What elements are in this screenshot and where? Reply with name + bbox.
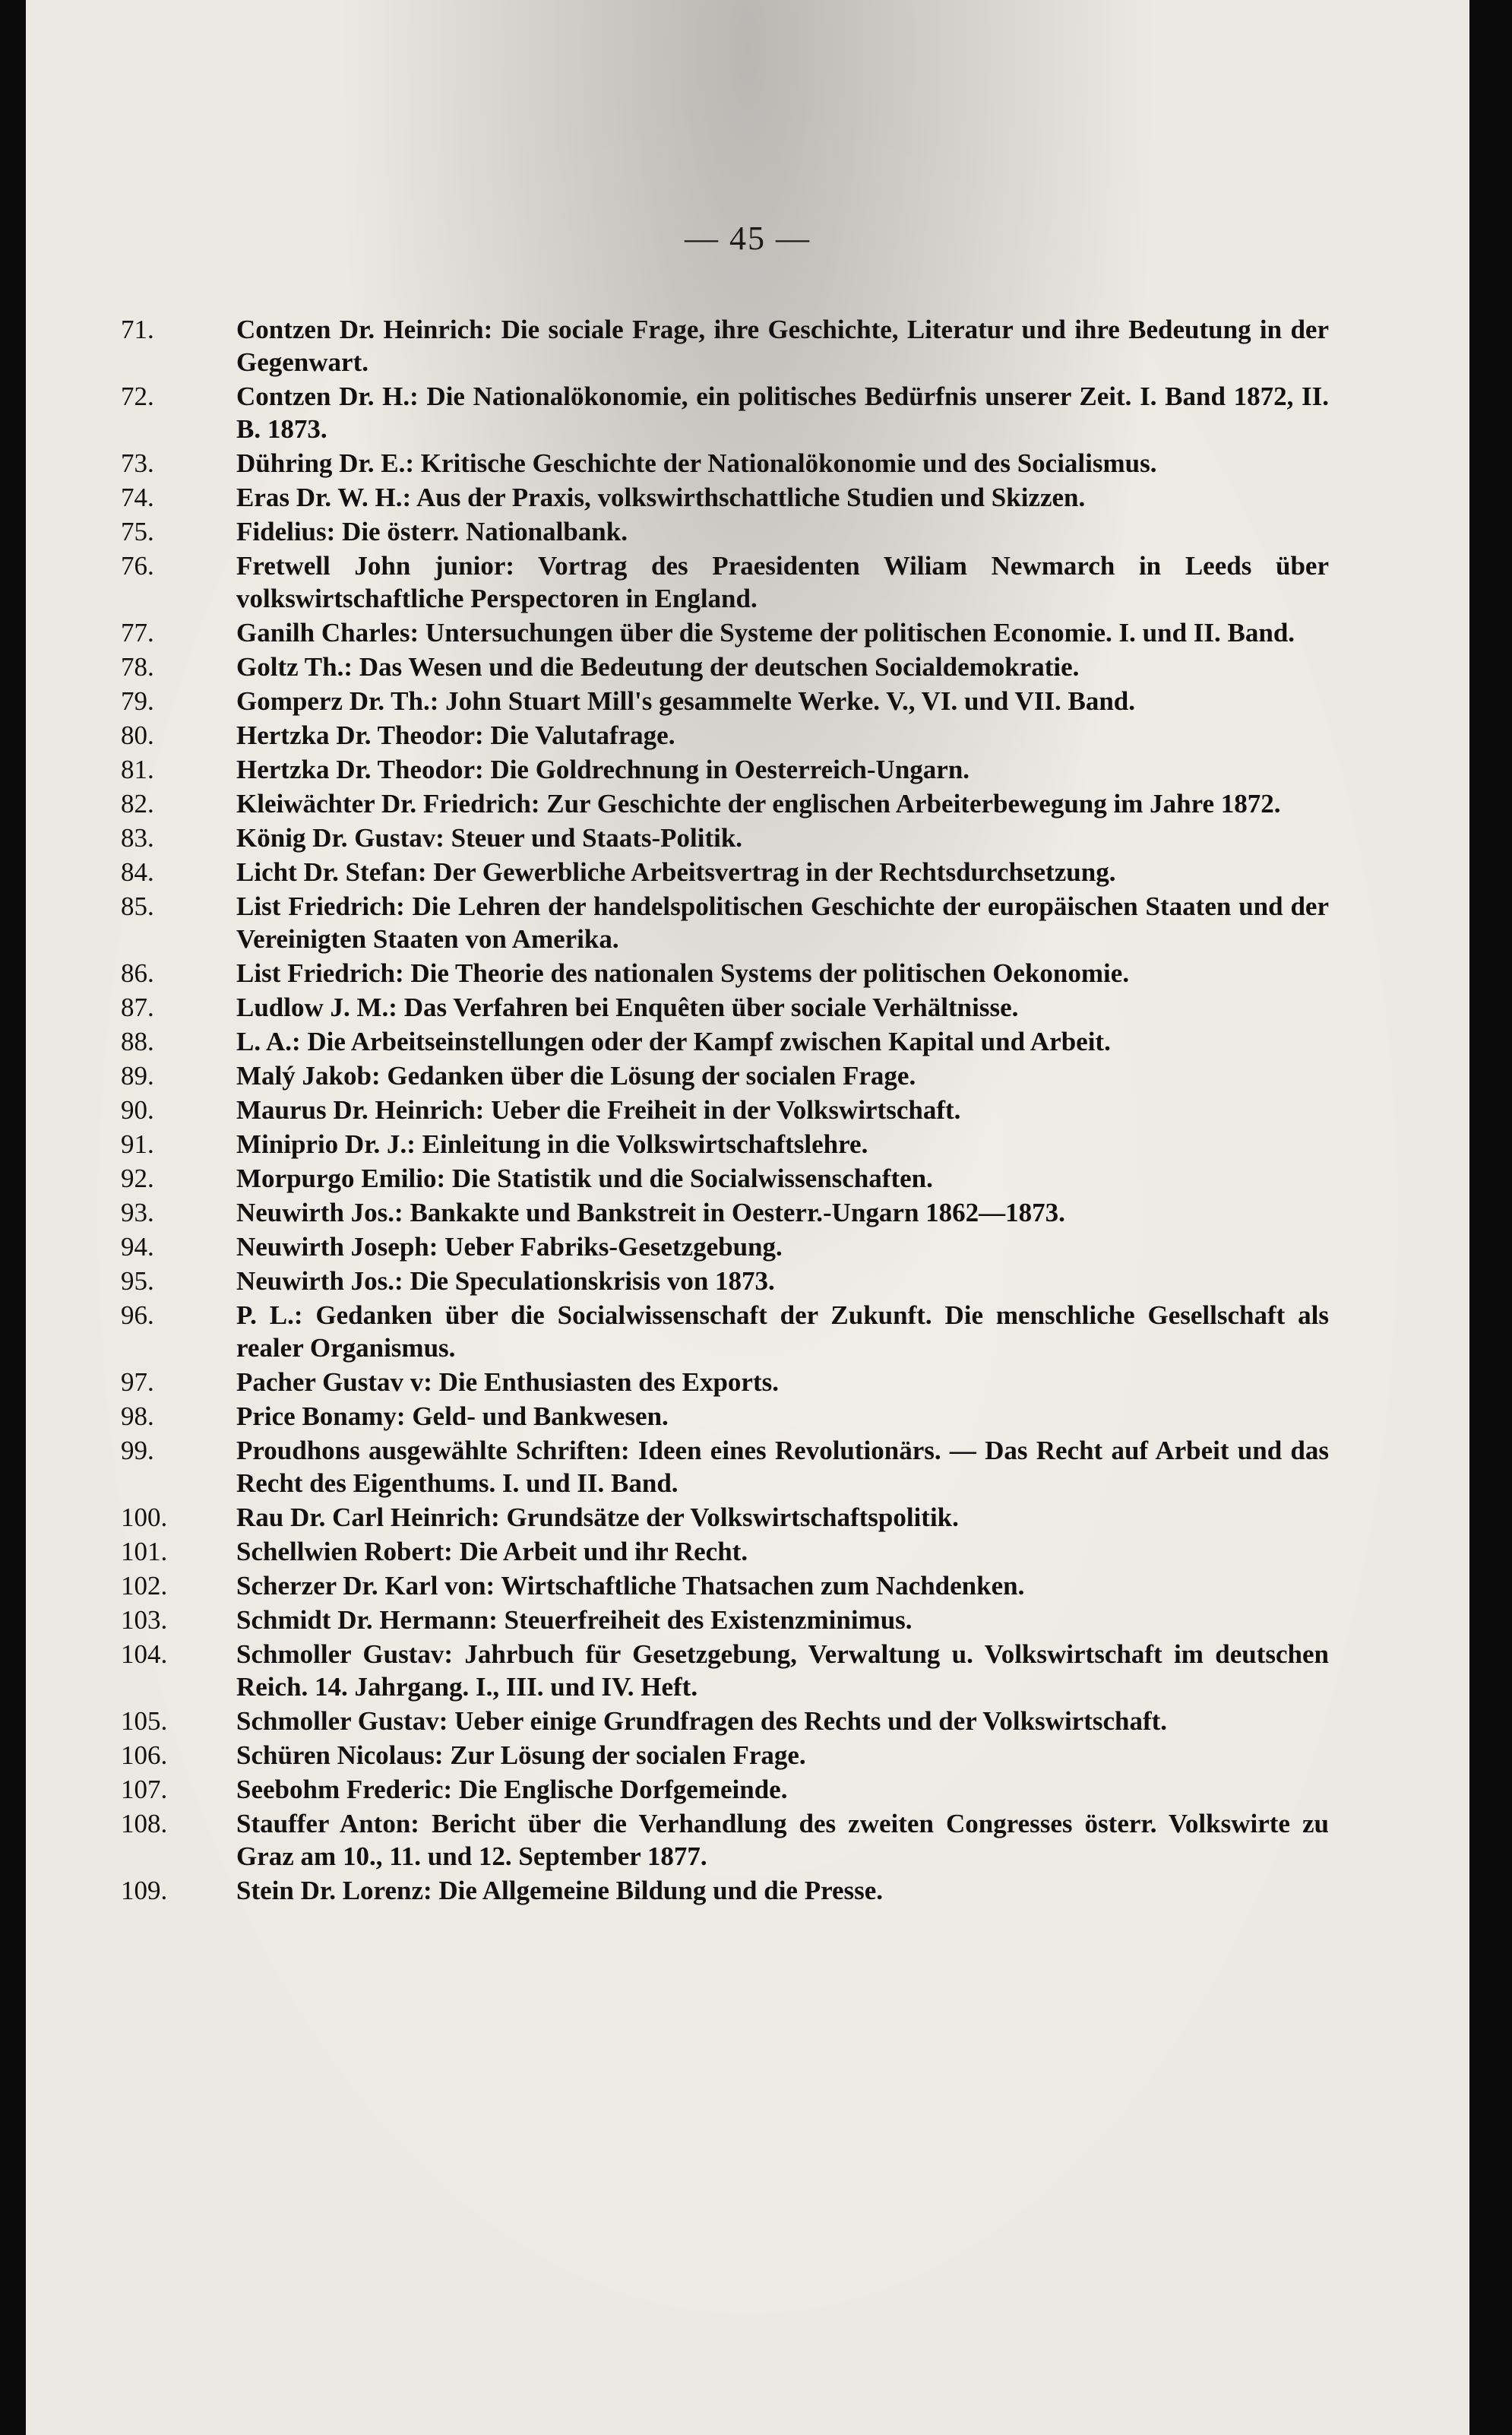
entry-text: Morpurgo Emilio: Die Statistik und die Socialwissenschaften. — [236, 1164, 933, 1193]
entry-number: 86. — [121, 958, 154, 988]
entry-text: Hertzka Dr. Theodor: Die Goldrechnung in Oesterreich-Ungarn. — [236, 755, 970, 784]
entry-number: 74. — [121, 483, 154, 512]
entry-text: Gomperz Dr. Th.: John Stuart Mill's gesammelte Werke. V., VI. und VII. Band. — [236, 686, 1136, 716]
entry-text: Maurus Dr. Heinrich: Ueber die Freiheit in der Volkswirtschaft. — [236, 1095, 961, 1125]
entry-number: 82. — [121, 789, 154, 819]
list-item — [121, 1604, 1329, 1636]
list-item — [121, 651, 1329, 683]
entry-number: 93. — [121, 1198, 154, 1227]
list-item — [121, 856, 1329, 888]
entry-number: 79. — [121, 686, 154, 716]
entry-text: Licht Dr. Stefan: Der Gewerbliche Arbeitsvertrag in der Rechtsdurchsetzung. — [236, 857, 1116, 887]
list-item — [121, 957, 1329, 990]
list-item — [121, 753, 1329, 786]
entry-number: 94. — [121, 1232, 154, 1262]
list-item — [121, 447, 1329, 480]
list-item — [121, 313, 1329, 378]
entry-text: Dühring Dr. E.: Kritische Geschichte der Nationalökonomie und des Socialismus. — [236, 448, 1157, 478]
entry-number: 72. — [121, 382, 154, 411]
list-item — [121, 1230, 1329, 1263]
list-item — [121, 1569, 1329, 1602]
entry-text: Neuwirth Jos.: Die Speculationskrisis von 1873. — [236, 1266, 775, 1296]
entry-text: Schmoller Gustav: Jahrbuch für Gesetzgebung, Verwaltung u. Volkswirtschaft im deutschen Reich. 14. Jahrgang. I., III. und IV. Heft. — [236, 1639, 1329, 1702]
entry-number: 78. — [121, 652, 154, 682]
entry-number: 71. — [121, 315, 154, 344]
entry-number: 101. — [121, 1537, 168, 1566]
entry-number: 75. — [121, 517, 154, 546]
list-item — [121, 1638, 1329, 1703]
entry-number: 106. — [121, 1740, 168, 1770]
entry-text: Price Bonamy: Geld- und Bankwesen. — [236, 1401, 669, 1431]
list-item — [121, 1128, 1329, 1161]
entry-text: Fidelius: Die österr. Nationalbank. — [236, 517, 628, 546]
entry-text: Goltz Th.: Das Wesen und die Bedeutung der deutschen Socialdemokratie. — [236, 652, 1080, 682]
entry-number: 77. — [121, 618, 154, 648]
entry-number: 92. — [121, 1164, 154, 1193]
entry-text: Fretwell John junior: Vortrag des Praesidenten Wiliam Newmarch in Leeds über volkswirtschaftliche Perspectoren in England. — [236, 551, 1329, 613]
entry-text: List Friedrich: Die Lehren der handelspolitischen Geschichte der europäischen Staaten und der Vereinigten Staaten von Amerika. — [236, 891, 1329, 954]
entry-text: L. A.: Die Arbeitseinstellungen oder der Kampf zwischen Kapital und Arbeit. — [236, 1027, 1111, 1056]
entry-number: 95. — [121, 1266, 154, 1296]
bibliography-list — [121, 313, 1329, 1908]
list-item — [121, 616, 1329, 649]
list-item — [121, 1162, 1329, 1195]
list-item — [121, 822, 1329, 854]
list-item — [121, 1196, 1329, 1229]
list-item — [121, 1434, 1329, 1499]
entry-text: Ganilh Charles: Untersuchungen über die Systeme der politischen Economie. I. und II. Band. — [236, 618, 1295, 648]
entry-number: 108. — [121, 1809, 168, 1838]
list-item — [121, 1059, 1329, 1092]
entry-text: Rau Dr. Carl Heinrich: Grundsätze der Volkswirtschaftspolitik. — [236, 1502, 959, 1532]
entry-number: 96. — [121, 1300, 154, 1330]
list-item — [121, 1874, 1329, 1907]
entry-number: 84. — [121, 857, 154, 887]
entry-number: 73. — [121, 448, 154, 478]
entry-number: 90. — [121, 1095, 154, 1125]
list-item — [121, 787, 1329, 820]
list-item — [121, 991, 1329, 1024]
entry-number: 103. — [121, 1605, 168, 1635]
list-item — [121, 685, 1329, 717]
list-item — [121, 719, 1329, 752]
entry-number: 81. — [121, 755, 154, 784]
entry-text: Malý Jakob: Gedanken über die Lösung der socialen Frage. — [236, 1061, 916, 1091]
entry-number: 104. — [121, 1639, 168, 1669]
entry-text: List Friedrich: Die Theorie des nationalen Systems der politischen Oekonomie. — [236, 958, 1130, 988]
entry-text: Miniprio Dr. J.: Einleitung in die Volkswirtschaftslehre. — [236, 1129, 868, 1159]
entry-number: 83. — [121, 823, 154, 853]
entry-number: 76. — [121, 551, 154, 581]
entry-text: Neuwirth Joseph: Ueber Fabriks-Gesetzgebung. — [236, 1232, 783, 1262]
entry-text: Schmidt Dr. Hermann: Steuerfreiheit des Existenzminimus. — [236, 1605, 913, 1635]
list-item — [121, 1501, 1329, 1534]
list-item — [121, 1400, 1329, 1433]
list-item — [121, 1739, 1329, 1772]
entry-text: Kleiwächter Dr. Friedrich: Zur Geschichte der englischen Arbeiterbewegung im Jahre 1872. — [236, 789, 1281, 819]
entry-text: Hertzka Dr. Theodor: Die Valutafrage. — [236, 720, 675, 750]
entry-number: 109. — [121, 1876, 168, 1905]
entry-text: Neuwirth Jos.: Bankakte und Bankstreit in Oesterr.-Ungarn 1862—1873. — [236, 1198, 1065, 1227]
entry-number: 80. — [121, 720, 154, 750]
list-item — [121, 380, 1329, 445]
list-item — [121, 1807, 1329, 1873]
list-item — [121, 1265, 1329, 1297]
list-item — [121, 1705, 1329, 1737]
entry-number: 97. — [121, 1367, 154, 1397]
entry-text: Schüren Nicolaus: Zur Lösung der socialen Frage. — [236, 1740, 806, 1770]
list-item — [121, 1773, 1329, 1806]
entry-text: Contzen Dr. H.: Die Nationalökonomie, ein politisches Bedürfnis unserer Zeit. I. Band 1872, II. B. 1873. — [236, 382, 1329, 444]
list-item — [121, 515, 1329, 548]
list-item — [121, 1535, 1329, 1568]
entry-text: König Dr. Gustav: Steuer und Staats-Politik. — [236, 823, 743, 853]
entry-number: 105. — [121, 1706, 168, 1736]
entry-text: Schmoller Gustav: Ueber einige Grundfragen des Rechts und der Volkswirtschaft. — [236, 1706, 1168, 1736]
entry-number: 89. — [121, 1061, 154, 1091]
entry-text: Contzen Dr. Heinrich: Die sociale Frage, ihre Geschichte, Literatur und ihre Bedeutung in der Gegenwart. — [236, 315, 1329, 377]
list-item — [121, 481, 1329, 514]
list-item — [121, 549, 1329, 615]
entry-text: Schellwien Robert: Die Arbeit und ihr Recht. — [236, 1537, 748, 1566]
entry-number: 99. — [121, 1436, 154, 1465]
entry-text: Stauffer Anton: Bericht über die Verhandlung des zweiten Congresses österr. Volkswirte zu Graz am 10., 11. und 12. September 1877. — [236, 1809, 1329, 1871]
entry-number: 85. — [121, 891, 154, 921]
list-item — [121, 1366, 1329, 1398]
entry-text: Proudhons ausgewählte Schriften: Ideen eines Revolutionärs. — Das Recht auf Arbeit und das Recht des Eigenthums. I. und II. Band. — [236, 1436, 1329, 1498]
entry-number: 88. — [121, 1027, 154, 1056]
entry-text: Eras Dr. W. H.: Aus der Praxis, volkswirthschattliche Studien und Skizzen. — [236, 483, 1086, 512]
entry-number: 100. — [121, 1502, 168, 1532]
list-item — [121, 1025, 1329, 1058]
entry-number: 91. — [121, 1129, 154, 1159]
list-item — [121, 1299, 1329, 1364]
entry-text: Scherzer Dr. Karl von: Wirtschaftliche Thatsachen zum Nachdenken. — [236, 1571, 1025, 1601]
entry-text: Pacher Gustav v: Die Enthusiasten des Exports. — [236, 1367, 779, 1397]
entry-number: 87. — [121, 993, 154, 1022]
entry-number: 98. — [121, 1401, 154, 1431]
entry-number: 102. — [121, 1571, 168, 1601]
page-number: — 45 — — [685, 220, 811, 257]
list-item — [121, 890, 1329, 955]
list-item — [121, 1094, 1329, 1126]
entry-text: Seebohm Frederic: Die Englische Dorfgemeinde. — [236, 1775, 788, 1804]
entry-text: Ludlow J. M.: Das Verfahren bei Enquêten über sociale Verhältnisse. — [236, 993, 1019, 1022]
entry-text: P. L.: Gedanken über die Socialwissenschaft der Zukunft. Die menschliche Gesellschaft als realer Organismus. — [236, 1300, 1329, 1363]
entry-text: Stein Dr. Lorenz: Die Allgemeine Bildung und die Presse. — [236, 1876, 884, 1905]
document-page — [26, 0, 1469, 2435]
entry-number: 107. — [121, 1775, 168, 1804]
